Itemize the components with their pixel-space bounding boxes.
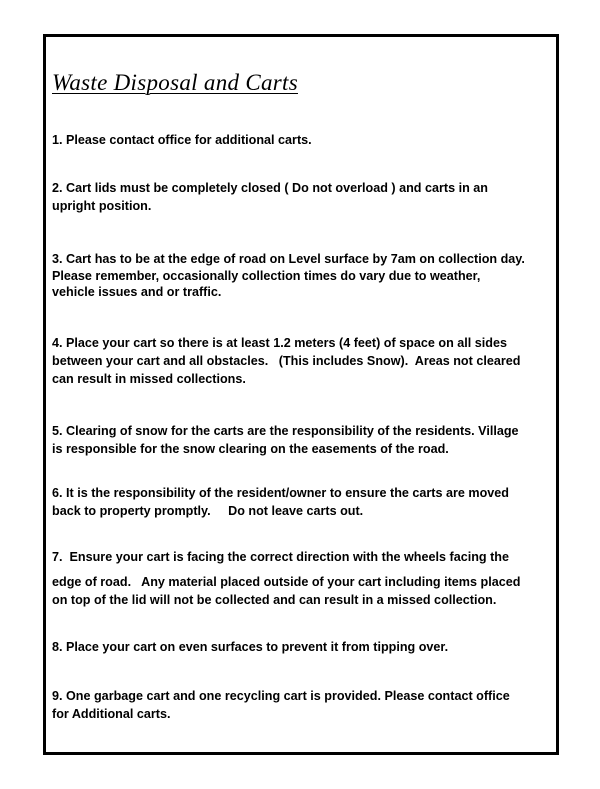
rule-4-line: can result in missed collections. [52,372,246,386]
rule-9-line: 9. One garbage cart and one recycling cart is provided. Please contact office [52,689,510,703]
rule-6-line: back to property promptly. Do not leave carts out. [52,504,364,518]
rule-3-line: Please remember, occasionally collection times do vary due to weather, [52,269,481,283]
rule-7-line: edge of road. Any material placed outside of your cart including items placed [52,575,521,589]
rule-4-line: between your cart and all obstacles. (This includes Snow). Areas not cleared [52,354,521,368]
rule-3-line: 3. Cart has to be at the edge of road on Level surface by 7am on collection day. [52,252,525,266]
rule-4-line: 4. Place your cart so there is at least 1.2 meters (4 feet) of space on all sides [52,336,507,350]
document-title: Waste Disposal and Carts [52,70,298,95]
rule-5-line: 5. Clearing of snow for the carts are the responsibility of the residents. Village [52,424,519,438]
rule-5-line: is responsible for the snow clearing on the easements of the road. [52,442,449,456]
rule-6-line: 6. It is the responsibility of the resident/owner to ensure the carts are moved [52,486,509,500]
rule-1-line: 1. Please contact office for additional carts. [52,133,312,147]
rule-8-line: 8. Place your cart on even surfaces to prevent it from tipping over. [52,640,449,654]
rule-2-line: upright position. [52,199,152,213]
rule-7-line: 7. Ensure your cart is facing the correct direction with the wheels facing the [52,550,509,564]
rule-3-line: vehicle issues and or traffic. [52,285,222,299]
rule-9-line: for Additional carts. [52,707,171,721]
rule-2-line: 2. Cart lids must be completely closed ( Do not overload ) and carts in an [52,181,488,195]
rule-7-line: on top of the lid will not be collected and can result in a missed collection. [52,593,497,607]
